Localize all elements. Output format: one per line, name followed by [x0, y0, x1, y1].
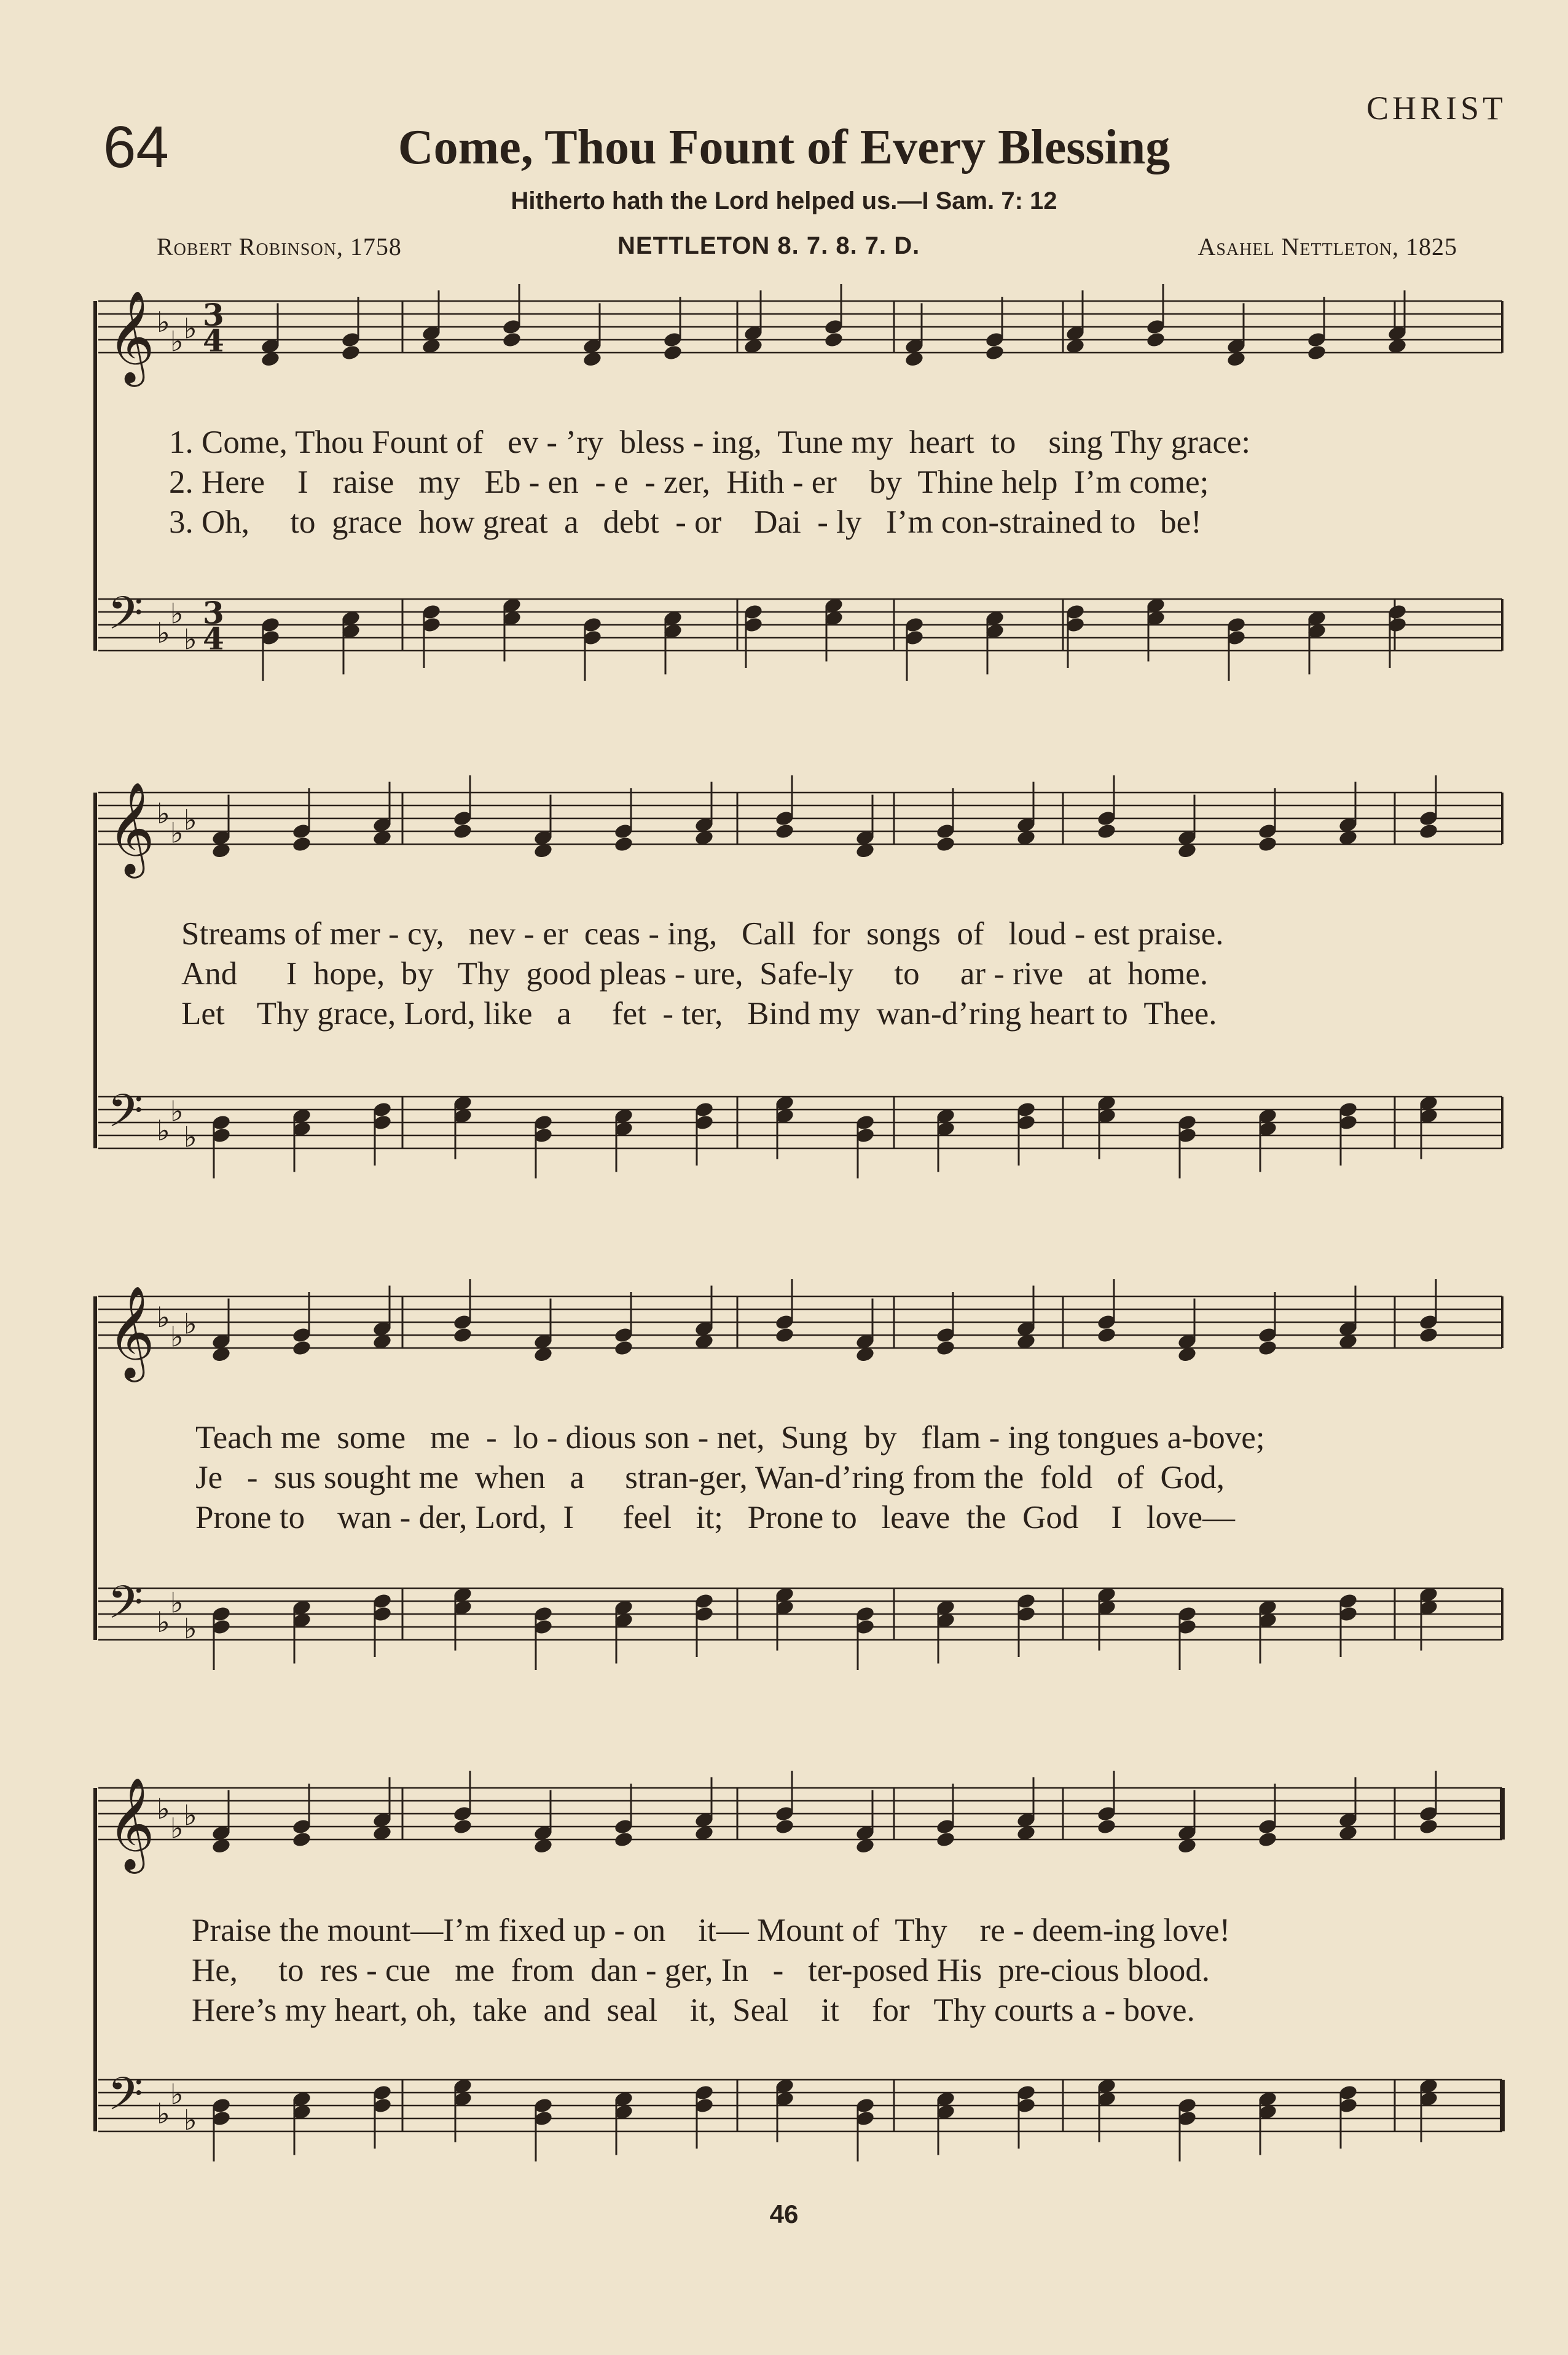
notehead — [1418, 823, 1438, 840]
flat-sign: ♭ — [184, 2103, 197, 2137]
flat-sign: ♭ — [170, 816, 184, 850]
flat-sign: ♭ — [170, 1811, 184, 1845]
lyric-line: 2. Here I raise my Eb - en - e - zer, Hith - er by Thine help I’m come; — [169, 464, 1209, 500]
composer-credit: Asahel Nettleton, 1825 — [1198, 233, 1457, 261]
notehead — [291, 1831, 312, 1848]
notehead — [935, 836, 955, 853]
lyric-line: 1. Come, Thou Fount of ev - ’ry bless - ing, Tune my heart to sing Thy grace: — [169, 425, 1251, 460]
bass-clef: 𝄢 — [108, 587, 143, 651]
notehead — [935, 1339, 955, 1357]
time-signature-top: 3 — [203, 297, 224, 333]
notehead — [1257, 1831, 1277, 1848]
bass-clef: 𝄢 — [108, 2067, 143, 2132]
lyric-line: Praise the mount—I’m fixed up - on it— Mount of Thy re - deem-ing love! — [192, 1913, 1231, 1948]
notehead — [1418, 1326, 1438, 1344]
flat-sign: ♭ — [170, 1320, 184, 1354]
treble-clef: 𝄞 — [108, 1776, 155, 1870]
flat-sign: ♭ — [157, 1114, 170, 1147]
notehead — [1257, 836, 1277, 853]
notehead — [1145, 331, 1166, 348]
flat-sign: ♭ — [184, 312, 197, 345]
notehead — [340, 344, 361, 361]
time-signature-top: 3 — [203, 595, 224, 631]
lyric-line: Here’s my heart, oh, take and seal it, Seal it for Thy courts a - bove. — [192, 1993, 1195, 2028]
treble-clef: 𝄞 — [108, 1285, 155, 1378]
notehead — [1306, 344, 1327, 361]
flat-sign: ♭ — [170, 597, 184, 630]
author-credit: Robert Robinson, 1758 — [157, 233, 402, 261]
notehead — [452, 1818, 472, 1835]
hymn-number: 64 — [103, 114, 169, 180]
flat-sign: ♭ — [184, 1612, 197, 1645]
notehead — [452, 1326, 472, 1344]
notehead — [613, 1339, 633, 1357]
flat-sign: ♭ — [170, 324, 184, 358]
lyric-line: Streams of mer - cy, nev - er ceas - ing, Call for songs of loud - est praise. — [181, 916, 1224, 952]
flat-sign: ♭ — [157, 1605, 170, 1639]
notehead — [452, 823, 472, 840]
flat-sign: ♭ — [157, 1792, 170, 1825]
notehead — [662, 344, 683, 361]
flat-sign: ♭ — [157, 1301, 170, 1334]
flat-sign: ♭ — [157, 305, 170, 339]
lyric-line: 3. Oh, to grace how great a debt - or Dai - ly I’m con-strained to be! — [169, 504, 1202, 540]
flat-sign: ♭ — [184, 1798, 197, 1832]
treble-clef: 𝄞 — [108, 289, 155, 383]
tune-name: NETTLETON 8. 7. 8. 7. D. — [617, 232, 920, 259]
lyric-line: Let Thy grace, Lord, like a fet - ter, Bind my wan-d’ring heart to Thee. — [181, 996, 1217, 1032]
notehead — [501, 331, 522, 348]
notehead — [774, 1818, 794, 1835]
notehead — [774, 823, 794, 840]
notehead — [291, 836, 312, 853]
flat-sign: ♭ — [184, 1307, 197, 1341]
hymn-title: Come, Thou Fount of Every Blessing — [398, 120, 1170, 174]
lyric-line: And I hope, by Thy good pleas - ure, Safe-ly to ar - rive at home. — [181, 956, 1209, 992]
notehead — [1096, 823, 1116, 840]
notehead — [823, 331, 844, 348]
flat-sign: ♭ — [184, 803, 197, 837]
flat-sign: ♭ — [184, 1120, 197, 1154]
notehead — [613, 1831, 633, 1848]
treble-clef: 𝄞 — [108, 781, 155, 874]
notehead — [935, 1831, 955, 1848]
flat-sign: ♭ — [170, 2077, 184, 2111]
notehead — [1418, 1818, 1438, 1835]
lyric-line: Teach me some me - lo - dious son - net, Sung by flam - ing tongues a-bove; — [195, 1420, 1265, 1456]
scripture-epigraph: Hitherto hath the Lord helped us.—I Sam. 7: 12 — [511, 187, 1057, 214]
flat-sign: ♭ — [184, 622, 197, 656]
flat-sign: ♭ — [157, 797, 170, 830]
time-signature-bottom: 4 — [203, 621, 224, 657]
bass-clef: 𝄢 — [108, 1084, 143, 1149]
flat-sign: ♭ — [170, 1094, 184, 1128]
time-signature-bottom: 4 — [203, 323, 224, 359]
lyric-line: Prone to wan - der, Lord, I feel it; Prone to leave the God I love— — [195, 1500, 1235, 1535]
notehead — [613, 836, 633, 853]
lyric-line: Je - sus sought me when a stran-ger, Wan-d’ring from the fold of God, — [195, 1460, 1225, 1495]
flat-sign: ♭ — [157, 2097, 170, 2130]
notehead — [984, 344, 1005, 361]
notehead — [774, 1326, 794, 1344]
flat-sign: ♭ — [157, 616, 170, 649]
flat-sign: ♭ — [170, 1586, 184, 1620]
lyric-line: He, to res - cue me from dan - ger, In - ter-posed His pre-cious blood. — [192, 1953, 1210, 1988]
bass-clef: 𝄢 — [108, 1576, 143, 1640]
page-number: 46 — [769, 2200, 799, 2228]
notehead — [1096, 1818, 1116, 1835]
category-label: CHRIST — [1366, 90, 1507, 127]
notehead — [1096, 1326, 1116, 1344]
notehead — [1257, 1339, 1277, 1357]
notehead — [291, 1339, 312, 1357]
